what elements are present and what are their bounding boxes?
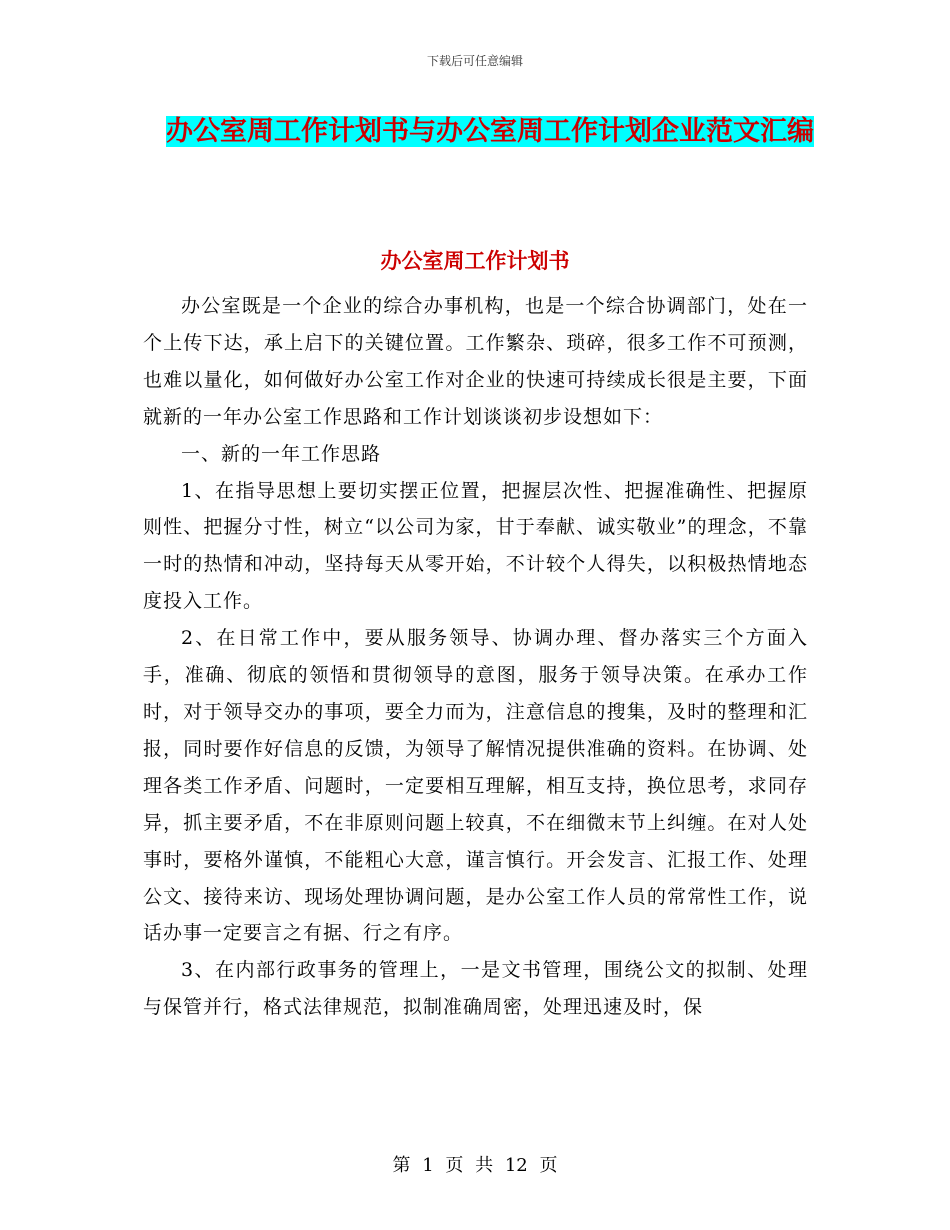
paragraph-item-2: 2、在日常工作中，要从服务领导、协调办理、督办落实三个方面入手，准确、彻底的领悟和贯彻领导的意图，服务于领导决策。在承办工作时，对于领导交办的事项，要全力而为，注意信息的搜集，及时的整理和汇报，同时要作好信息的反馈，为领导了解情况提供准确的资料。在协调、处理各类工作矛盾、问题时，一定要相互理解，相互支持，换位思考，求同存异，抓主要矛盾，不在非原则问题上较真，不在细微末节上纠缠。在对人处事时，要格外谨慎，不能粗心大意，谨言慎行。开会发言、汇报工作、处理公文、接待来访、现场处理协调问题，是办公室工作人员的常常性工作，说话办事一定要言之有据、行之有序。	[143, 627, 808, 945]
header-note: 下载后可任意编辑	[426, 54, 523, 68]
document-title	[140, 108, 840, 156]
section-title: 办公室周工作计划书	[380, 248, 570, 273]
paragraph-item-3: 3、在内部行政事务的管理上，一是文书管理，围绕公文的拟制、处理与保管并行，格式法律规范，拟制准确周密，处理迅速及时，保	[143, 959, 808, 1019]
body-text	[143, 288, 808, 1026]
paragraph-intro: 办公室既是一个企业的综合办事机构，也是一个综合协调部门，处在一个上传下达，承上启下的关键位置。工作繁杂、琐碎，很多工作不可预测，也难以量化，如何做好办公室工作对企业的快速可持续成长很是主要，下面就新的一年办公室工作思路和工作计划谈谈初步设想如下：	[143, 295, 808, 428]
paragraph-heading-1: 一、新的一年工作思路	[181, 442, 382, 465]
document-title-text: 办公室周工作计划书与办公室周工作计划企业范文汇编	[166, 116, 814, 147]
paragraph-item-1: 1、在指导思想上要切实摆正位置，把握层次性、把握准确性、把握原则性、把握分寸性，树立“以公司为家，甘于奉献、诚实敬业”的理念，不靠一时的热情和冲动，坚持每天从零开始，不计较个人得失，以积极热情地态度投入工作。	[143, 479, 808, 613]
page-footer: 第 1 页 共 12 页	[392, 1155, 558, 1176]
